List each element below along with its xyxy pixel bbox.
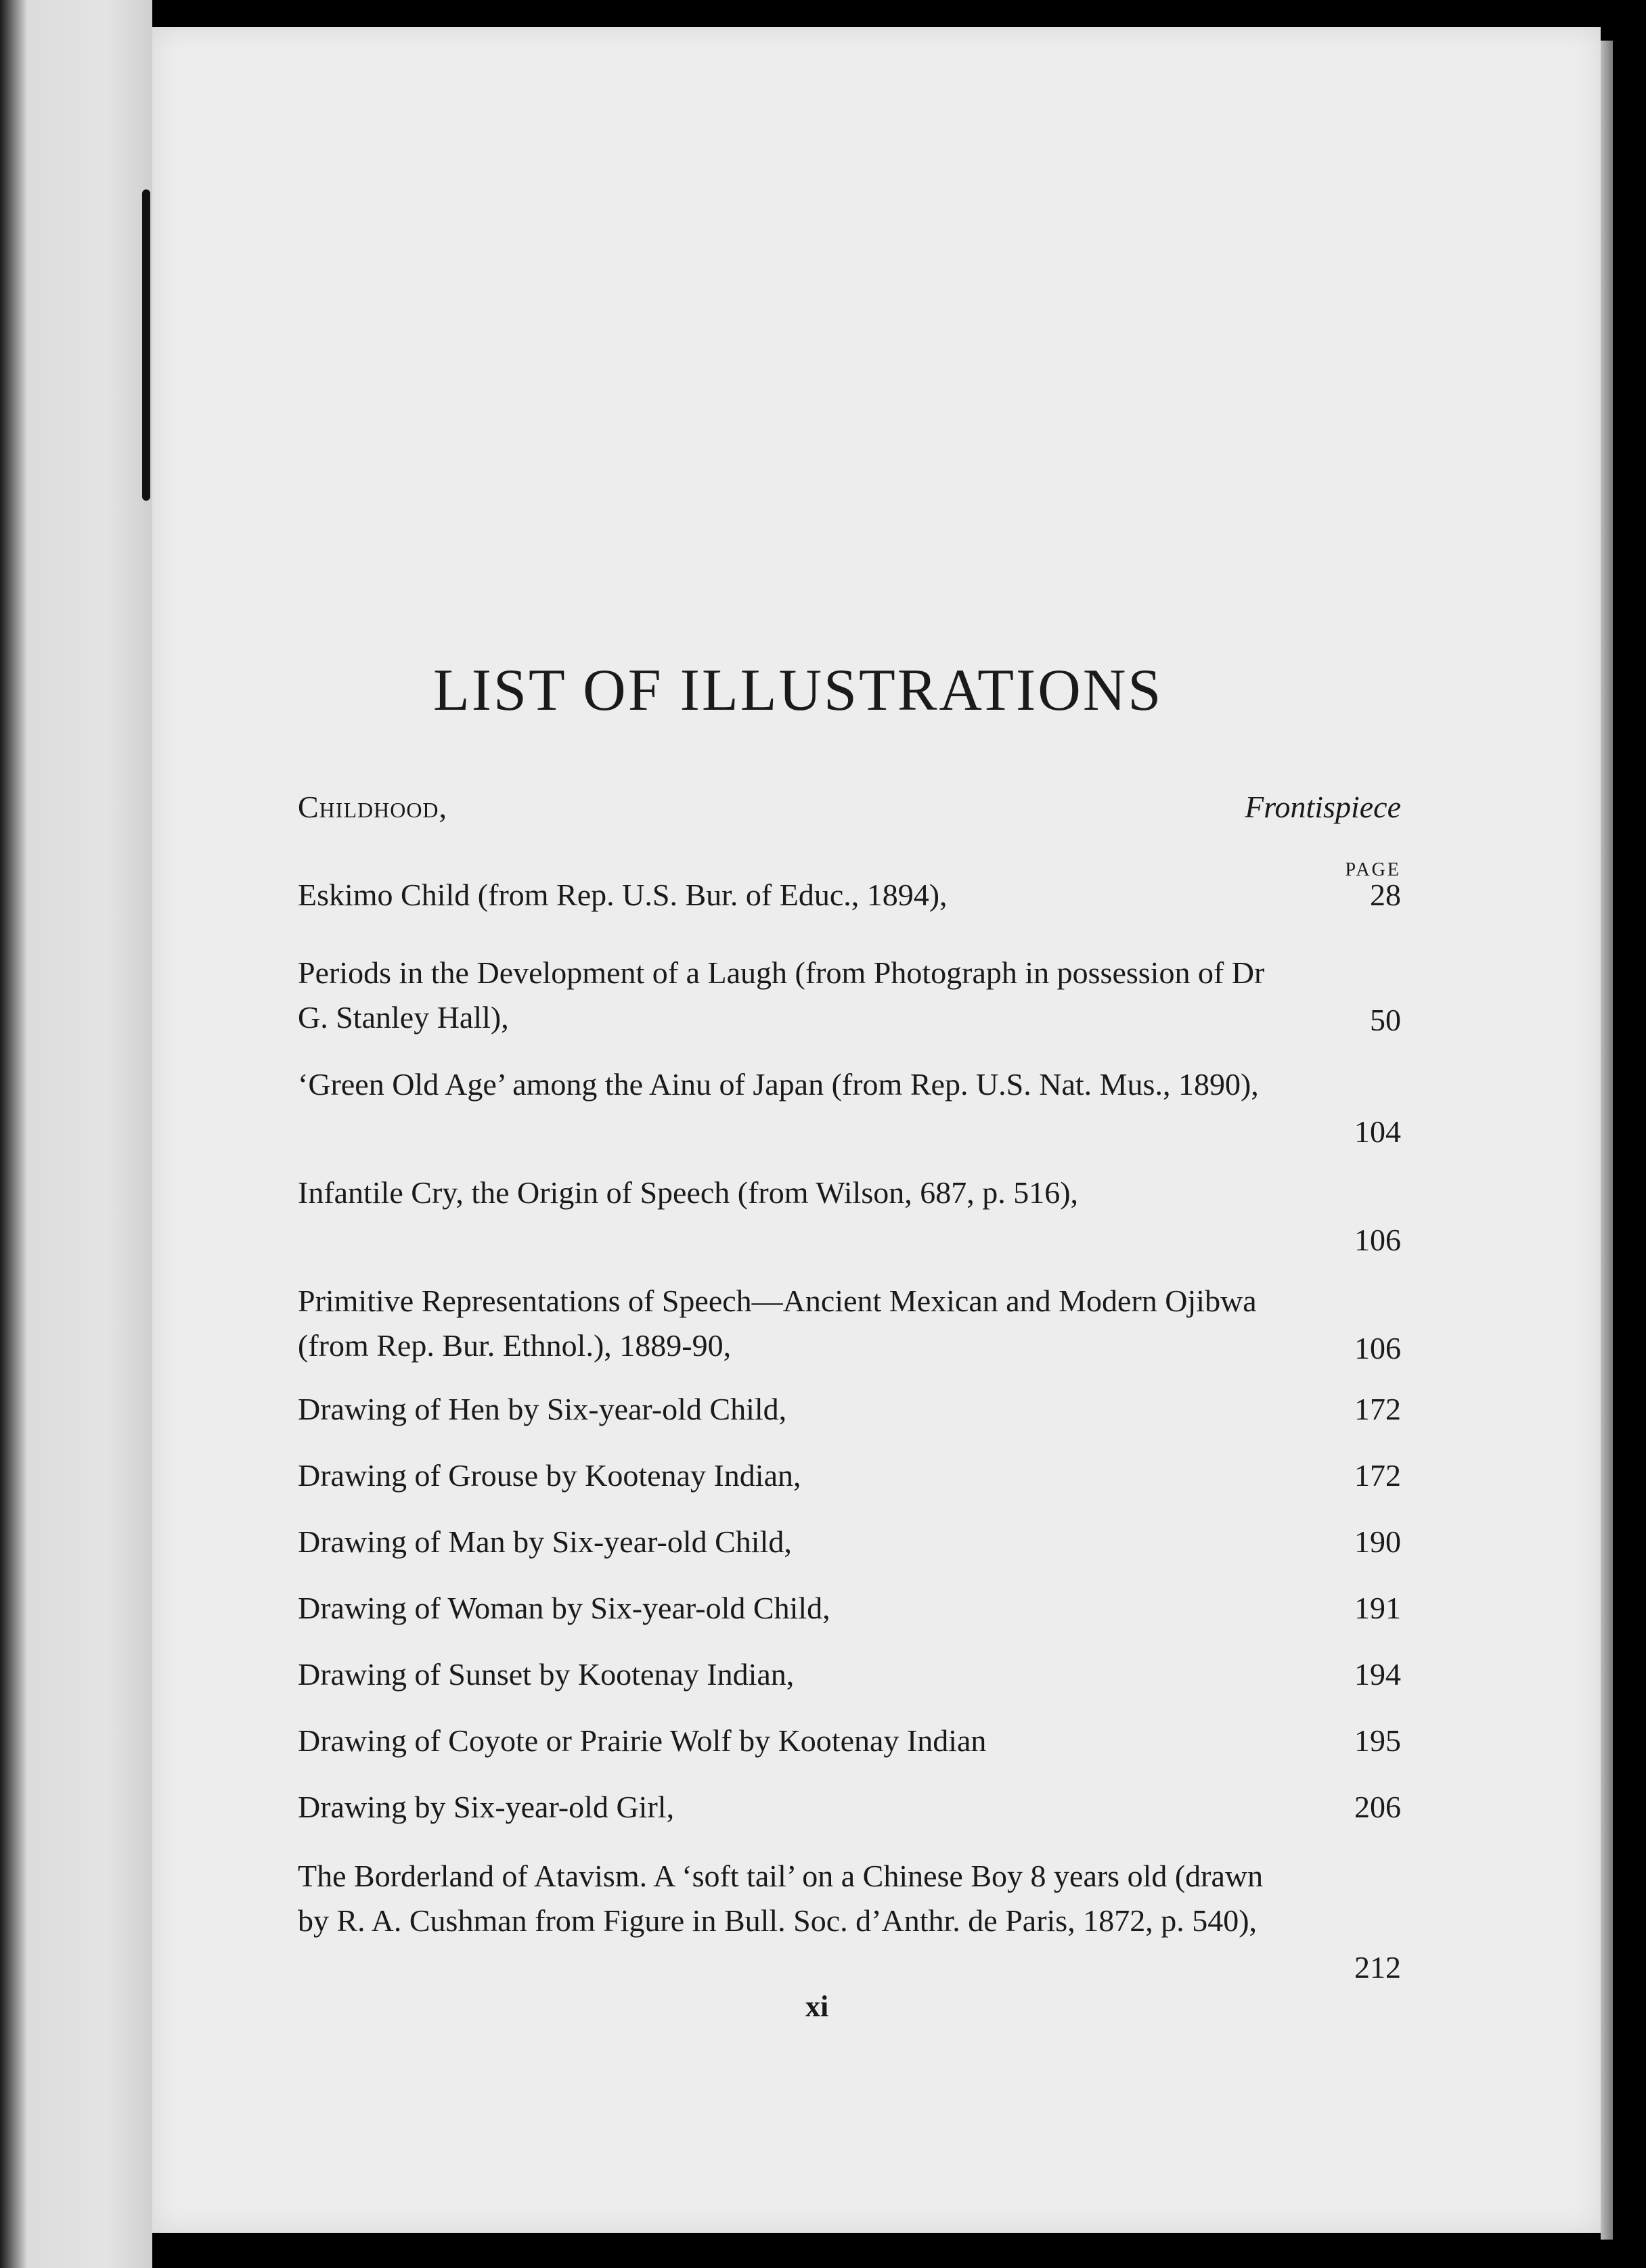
entry-page: 172	[1354, 1458, 1401, 1493]
entry-page: 106	[1354, 1331, 1401, 1365]
entry-page: 190	[1354, 1524, 1401, 1559]
entry-title: Drawing of Coyote or Prairie Wolf by Kootenay Indian	[298, 1723, 987, 1758]
entry-title: Drawing of Man by Six-year-old Child,	[298, 1524, 792, 1559]
entry-page: Frontispiece	[1245, 790, 1401, 824]
page-folio: xi	[805, 1990, 829, 2023]
page-edge-shadow	[1601, 41, 1613, 2240]
entry-title: Drawing of Grouse by Kootenay Indian,	[298, 1458, 801, 1493]
entry-title: Drawing of Sunset by Kootenay Indian,	[298, 1657, 795, 1692]
facing-page-edge	[0, 0, 152, 2268]
entry-page: 172	[1354, 1392, 1401, 1426]
entry-title: ‘Green Old Age’ among the Ainu of Japan (from Rep. U.S. Nat. Mus., 1890),	[298, 1067, 1259, 1102]
entry-page: 191	[1354, 1591, 1401, 1625]
entry-title: The Borderland of Atavism. A ‘soft tail’ on a Chinese Boy 8 years old (drawn by R. A. Cushman from Figure in Bull. Soc. d’Anthr. de Paris, 1872, p. 540),	[298, 1859, 1264, 1938]
entry-page: 212	[1354, 1950, 1401, 1984]
entry-title: Drawing by Six-year-old Girl,	[298, 1790, 675, 1824]
binding-thread	[142, 189, 150, 501]
entry-page: 106	[1354, 1223, 1401, 1257]
entry-title: Eskimo Child (from Rep. U.S. Bur. of Educ., 1894),	[298, 878, 948, 912]
entry-title: Childhood,	[298, 790, 448, 824]
entry-title: Periods in the Development of a Laugh (from Photograph in possession of Dr G. Stanley Hall),	[298, 955, 1265, 1035]
entry-title: Infantile Cry, the Origin of Speech (from Wilson, 687, p. 516),	[298, 1175, 1079, 1210]
entry-page: 194	[1354, 1657, 1401, 1692]
entry-page: 195	[1354, 1723, 1401, 1758]
entry-title: Drawing of Woman by Six-year-old Child,	[298, 1591, 830, 1625]
entry-page: 104	[1354, 1114, 1401, 1149]
entry-page: 206	[1354, 1790, 1401, 1824]
page-column-header: PAGE	[1345, 859, 1401, 880]
entry-page: 50	[1370, 1003, 1401, 1037]
page-title: LIST OF ILLUSTRATIONS	[433, 658, 1163, 723]
entry-title: Primitive Representations of Speech—Ancient Mexican and Modern Ojibwa (from Rep. Bur. Ethnol.), 1889-90,	[298, 1284, 1257, 1363]
entry-page: 28	[1370, 878, 1401, 912]
entry-title: Drawing of Hen by Six-year-old Child,	[298, 1392, 787, 1426]
